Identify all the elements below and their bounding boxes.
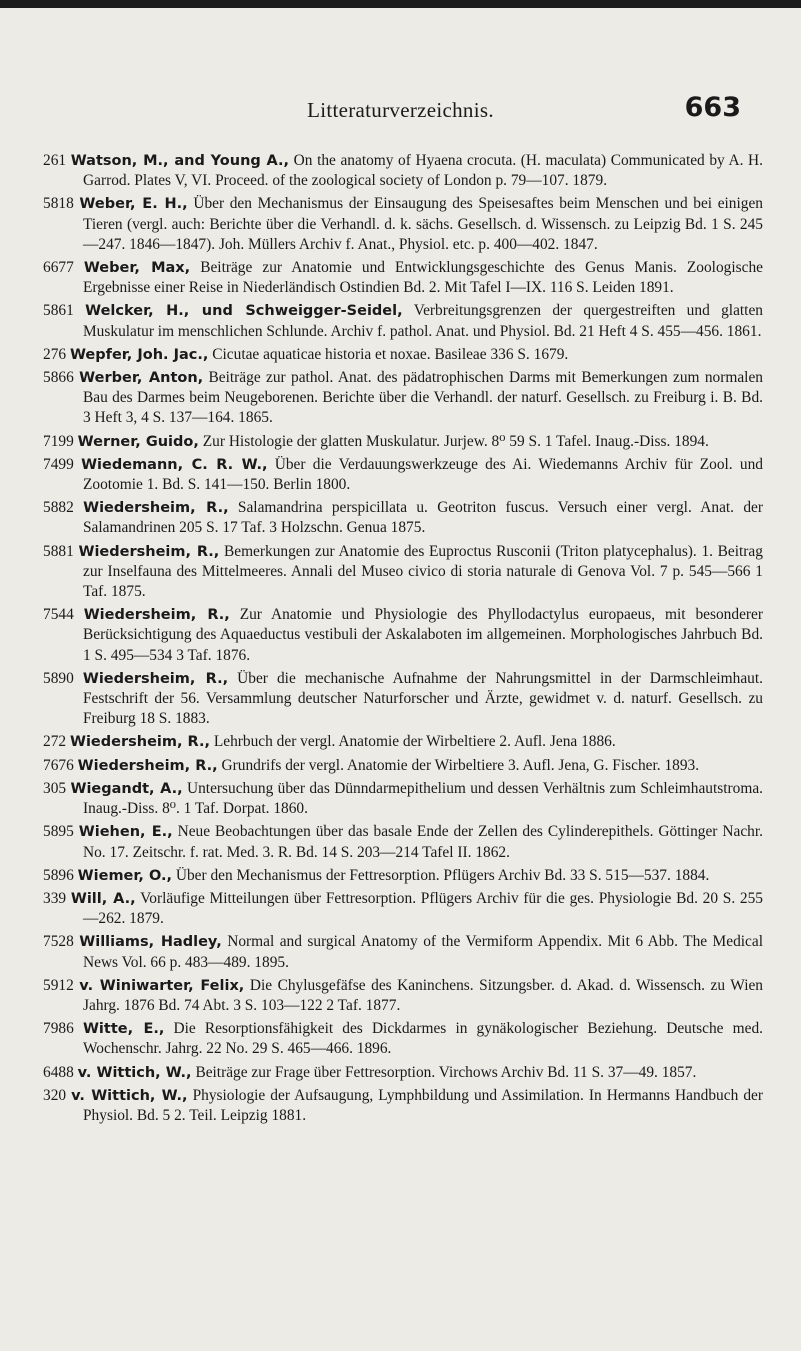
entry-number: 7528	[43, 933, 74, 951]
entry-text: Zur Histologie der glatten Muskulatur. Jurjew. 8⁰ 59 S. 1 Tafel. Inaug.-Diss. 1894.	[202, 432, 709, 450]
entry-number: 7499	[43, 455, 74, 473]
entry-author: Wiedemann, C. R. W.,	[81, 456, 268, 473]
entry-number: 5896	[43, 866, 74, 884]
entry-author: Werber, Anton,	[79, 370, 204, 387]
entry-number: 5882	[43, 499, 74, 517]
entry-text: Cicutae aquaticae historia et noxae. Basileae 336 S. 1679.	[212, 345, 569, 363]
entry-text: Über die Verdauungswerkzeuge des Ai. Wiedemanns Archiv für Zool. und Zootomie 1. Bd. S. 141—150. Berlin 1800.	[83, 455, 763, 494]
bibliography-entry	[43, 194, 763, 255]
entry-text: Neue Beobachtungen über das basale Ende der Zellen des Cylinderepithels. Göttinger Nachr. No. 17. Zeitschr. f. rat. Med. 3. R. Bd. 14 S. 203—214 Tafel II. 1862.	[83, 823, 763, 861]
entry-text: Beiträge zur Frage über Fettresorption. Virchows Archiv Bd. 11 S. 37—49. 1857.	[195, 1063, 697, 1081]
bibliography-entry	[43, 1063, 763, 1083]
entry-author: Weber, Max,	[83, 260, 191, 277]
entry-number: 5866	[43, 369, 74, 387]
entry-number: 5881	[43, 542, 74, 560]
entry-author: Welcker, H., und Schweigger-Seidel,	[85, 303, 403, 320]
entry-text: Salamandrina perspicillata u. Geotriton fuscus. Versuch einer vergl. Anat. der Salamandrinen 205 S. 17 Taf. 3 Holzschn. Genua 1875.	[83, 499, 763, 537]
bibliography-entry	[43, 889, 763, 929]
entry-text: On the anatomy of Hyaena crocuta. (H. maculata) Communicated by A. H. Garrod. Plates V, VI. Proceed. of the zoological society of London p. 79—107. 1879.	[83, 152, 763, 190]
bibliography-entry	[43, 779, 763, 819]
entry-text: Untersuchung über das Dünndarmepithelium und dessen Verhältnis zum Schleimhautstroma. Inaug.-Diss. 8⁰. 1 Taf. Dorpat. 1860.	[83, 779, 764, 818]
entry-number: 5912	[43, 976, 74, 994]
entry-author: v. Wittich, W.,	[71, 1087, 188, 1104]
entry-number: 276	[43, 345, 67, 363]
entry-author: Watson, M., and Young A.,	[70, 153, 290, 169]
scan-top-edge	[0, 0, 801, 8]
entry-author: Wiedersheim, R.,	[83, 607, 230, 624]
entry-author: Will, A.,	[70, 890, 136, 907]
entry-author: Wiedersheim, R.,	[78, 543, 220, 560]
entry-text: Vorläufige Mitteilungen über Fettresorption. Pflügers Archiv für die ges. Physiologie Bd. 20 S. 255—262. 1879.	[83, 889, 763, 928]
bibliography-entry	[43, 432, 763, 452]
entry-author: Wiedersheim, R.,	[69, 734, 210, 751]
entry-number: 5890	[43, 669, 74, 687]
bibliography-entry	[43, 151, 763, 191]
bibliography-entry	[43, 976, 763, 1016]
entry-number: 272	[43, 733, 67, 751]
entry-number: 5861	[43, 302, 74, 320]
bibliography-entry	[43, 732, 763, 752]
entry-text: Die Chylusgefäfse des Kaninchens. Sitzungsber. d. Akad. d. Wissensch. zu Wien Jahrg. 1876 Bd. 74 Abt. 3 S. 103—122 2 Taf. 1877.	[83, 976, 763, 1014]
bibliography-entry	[43, 866, 763, 886]
entry-author: Wiemer, O.,	[77, 867, 172, 884]
entry-number: 7676	[43, 756, 74, 774]
bibliography-entry	[43, 1019, 763, 1059]
entry-author: Wiehen, E.,	[78, 824, 173, 841]
entry-text: Grundrifs der vergl. Anatomie der Wirbeltiere 3. Aufl. Jena, G. Fischer. 1893.	[221, 756, 700, 774]
entry-number: 7986	[43, 1020, 74, 1038]
page-number: 663	[684, 92, 741, 123]
entry-author: Wepfer, Joh. Jac.,	[69, 346, 209, 363]
bibliography-entry	[43, 301, 763, 341]
entry-number: 339	[43, 889, 67, 907]
running-title: Litteraturverzeichnis.	[307, 98, 494, 122]
entry-number: 7544	[43, 606, 74, 624]
entry-text: Beiträge zur Anatomie und Entwicklungsgeschichte des Genus Manis. Zoologische Ergebnisse einer Reise in Niederländisch Ostindien Bd. 2. Mit Tafel I—IX. 116 S. Leiden 1891.	[83, 259, 763, 297]
bibliography-entry	[43, 756, 763, 776]
entry-author: v. Winiwarter, Felix,	[79, 977, 245, 994]
entry-author: Wiegandt, A.,	[70, 780, 183, 797]
entry-text: Verbreitungsgrenzen der quergestreiften und glatten Muskulatur im menschlichen Schlunde. Archiv f. pathol. Anat. und Physiol. Bd. 21 Heft 4 S. 455—456. 1861.	[83, 302, 763, 340]
entry-text: Beiträge zur pathol. Anat. des pädatrophischen Darms mit Bemerkungen zum normalen Bau des Darmes beim Neugeborenen. Berichte über die Verhandl. der naturf. Gesellsch. zu Freiburg i. B. Bd. 3 Heft 3, 4 S. 137—164. 1865.	[83, 369, 763, 427]
entry-number: 6488	[43, 1063, 74, 1081]
entry-text: Zur Anatomie und Physiologie des Phyllodactylus europaeus, mit besonderer Berücksichtigung des Aquaeductus vestibuli der Askalaboten im allgemeinen. Morphologisches Jahrbuch Bd. 1 S. 495—534 3 Taf. 1876.	[83, 606, 763, 664]
entry-author: Wiedersheim, R.,	[82, 670, 229, 687]
bibliography-entry	[43, 455, 763, 495]
entry-text: Normal and surgical Anatomy of the Vermiform Appendix. Mit 6 Abb. The Medical News Vol. 66 p. 483—489. 1895.	[83, 933, 763, 971]
entry-number: 261	[43, 152, 67, 169]
entry-text: Über den Mechanismus der Fettresorption. Pflügers Archiv Bd. 33 S. 515—537. 1884.	[175, 866, 710, 884]
entry-number: 7199	[43, 432, 74, 450]
bibliography-entry	[43, 345, 763, 365]
bibliography-entry	[43, 669, 763, 730]
entry-author: Weber, E. H.,	[79, 196, 188, 213]
entry-text: Über die mechanische Aufnahme der Nahrungsmittel in der Darmschleimhaut. Festschrift der 56. Versammlung deutscher Naturforscher und Ärzte, gewidmet v. d. naturf. Gesellsch. zu Freiburg 18 S. 1883.	[83, 669, 763, 728]
entry-number: 5818	[43, 195, 74, 213]
bibliography-entry	[43, 932, 763, 972]
entry-number: 305	[43, 779, 67, 797]
entry-author: v. Wittich, W.,	[77, 1064, 192, 1081]
entry-author: Witte, E.,	[82, 1021, 165, 1038]
running-header	[0, 92, 801, 132]
entry-text: Die Resorptionsfähigkeit des Dickdarmes in gynäkologischer Beziehung. Deutsche med. Wochenschr. Jahrg. 22 No. 29 S. 465—466. 1896.	[83, 1020, 763, 1058]
bibliography-entry	[43, 605, 763, 666]
bibliography-entry	[43, 258, 763, 298]
entry-author: Wiedersheim, R.,	[77, 757, 218, 774]
entry-number: 5895	[43, 823, 74, 841]
entry-number: 320	[43, 1086, 67, 1104]
entry-text: Bemerkungen zur Anatomie des Euproctus Rusconii (Triton platycephalus). 1. Beitrag zur Inselfauna des Mittelmeeres. Annali del Museo civico di storia naturale di Genova Vol. 7 p. 545—566 1 Taf. 1875.	[83, 542, 763, 601]
entry-number: 6677	[43, 259, 74, 277]
bibliography-list	[43, 151, 763, 1129]
bibliography-entry	[43, 1086, 763, 1126]
entry-text: Über den Mechanismus der Einsaugung des Speisesaftes beim Menschen und bei einigen Tieren (vergl. auch: Berichte über die Verhandl. d. k. sächs. Gesellsch. d. Wissensch. zu Leipzig Bd. 1 S. 245—247. 1846—1847). Joh. Müllers Archiv f. Anat., Physiol. etc. p. 400—402. 1847.	[83, 195, 763, 253]
entry-author: Werner, Guido,	[77, 433, 199, 450]
entry-text: Lehrbuch der vergl. Anatomie der Wirbeltiere 2. Aufl. Jena 1886.	[213, 733, 616, 751]
entry-author: Williams, Hadley,	[79, 934, 222, 951]
entry-text: Physiologie der Aufsaugung, Lymphbildung und Assimilation. In Hermanns Handbuch der Physiol. Bd. 5 2. Teil. Leipzig 1881.	[83, 1086, 763, 1124]
entry-author: Wiedersheim, R.,	[83, 500, 229, 517]
bibliography-entry	[43, 542, 763, 603]
bibliography-entry	[43, 498, 763, 538]
bibliography-entry	[43, 368, 763, 429]
bibliography-entry	[43, 822, 763, 862]
